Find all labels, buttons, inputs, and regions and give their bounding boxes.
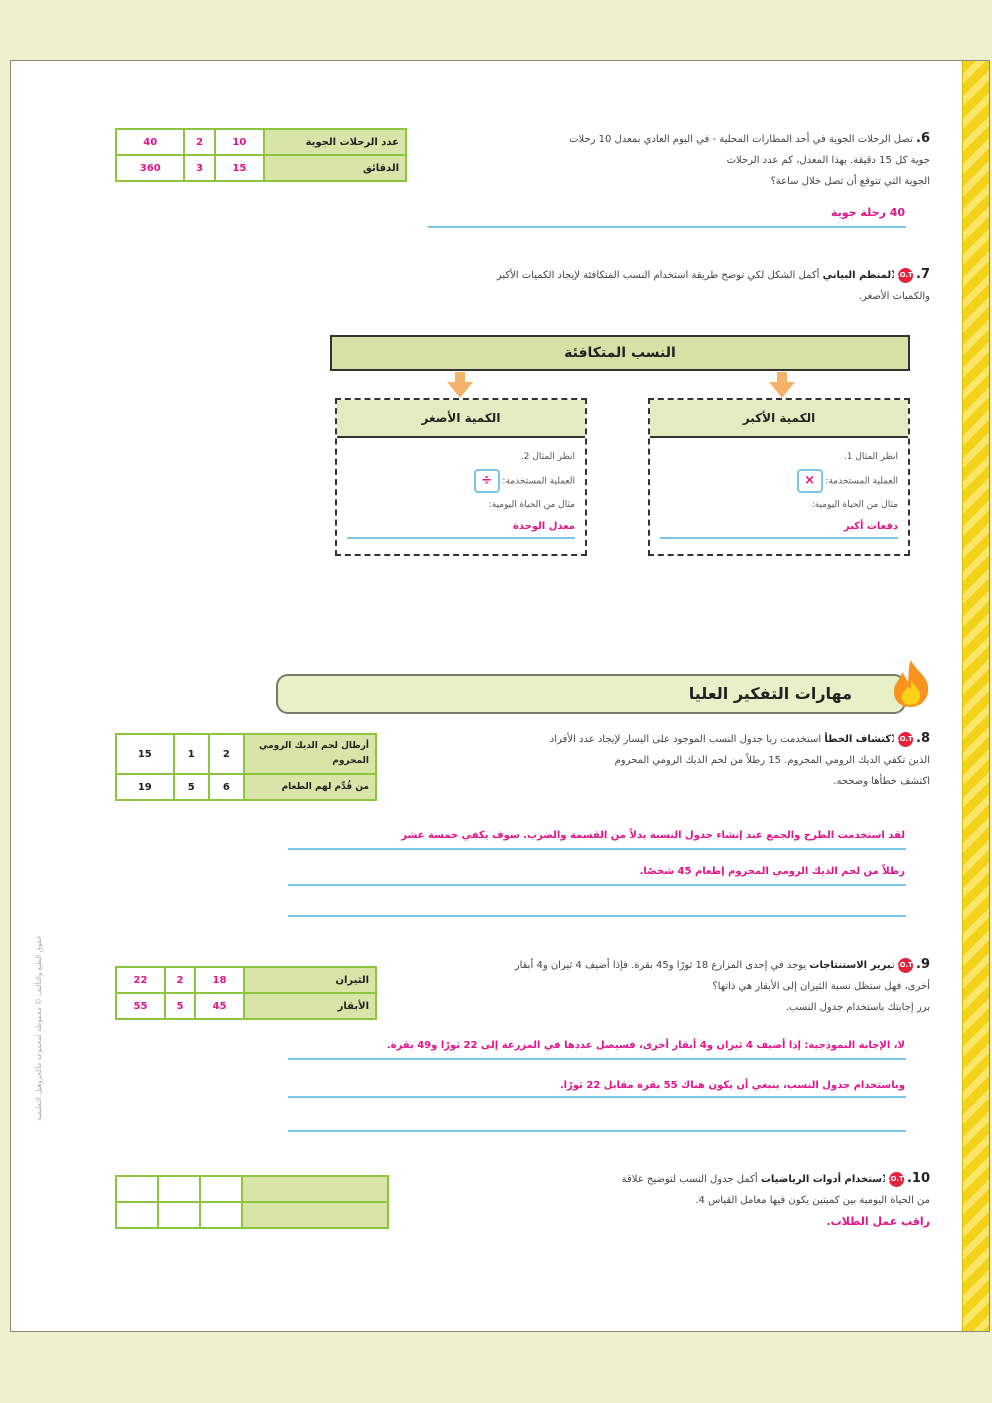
q9-ratio-table [115,966,377,1020]
arrow-right-stem [777,372,787,382]
q6-answer: 40 رحلة جوية [830,206,905,219]
q6-ratio-table [115,128,407,182]
empty-cell[interactable] [116,1176,158,1202]
table-label: أرطال لحم الديك الرومي المحروم [244,734,376,774]
q7-keyword: المنظم البياني [822,270,895,281]
table-cell: 6 [209,774,244,800]
yellow-edge-stripe [962,61,989,1331]
empty-cell[interactable] [242,1176,388,1202]
table-cell: 1 [174,734,209,774]
larger-quantity-box [648,398,910,556]
q6-line1: تصل الرحلات الجوية في أحد المطارات المحلية - في اليوم العادي بمعدل 10 رحلات [569,134,913,145]
table-cell: 40 [116,129,184,155]
box-title: الكمية الأكبر [650,400,908,438]
table-cell: 2 [209,734,244,774]
q8-answer2: رطلاً من لحم الديك الرومي المحروم إطعام 45 شخصًا. [639,866,905,877]
q10-line2: من الحياة اليومية بين كميتين يكون فيها معامل القياس 4. [695,1195,930,1206]
q10-ratio-table [115,1175,389,1229]
q8-line2: الذين تكفي الديك الرومي المحروم. 15 رطلاً من لحم الديك الرومي المحروم [614,755,930,766]
arrow-left-stem [455,372,465,382]
q10-answer: راقب عمل الطلاب. [826,1215,930,1228]
table-cell: 22 [116,967,165,993]
q9-line3: برر إجابتك باستخدام جدول النسب. [785,1002,930,1013]
q9-line2: أخرى، فهل ستظل نسبة الثيران إلى الأبقار هي ذاتها؟ [712,981,930,992]
table-cell: 5 [174,774,209,800]
q7-number: 7. [916,267,930,282]
q9-text [390,954,930,1018]
copyright-note: حقوق الطبع والتأليف © محفوظة لمجموعة ماكجروهيل التعليمية [35,935,43,1121]
empty-cell[interactable] [200,1176,242,1202]
hot-badge: H.O.T [898,268,913,283]
flame-icon [888,658,934,708]
box-operation-label: العملية المستخدمة: [825,476,898,487]
q8-text [395,728,930,792]
empty-cell[interactable] [158,1202,200,1228]
q7-text [290,264,930,307]
table-label: الثيران [244,967,376,993]
answer-line [288,915,906,917]
q9-answer2: وباستخدام جدول النسب، ينبغي أن يكون هناك 55 بقرة مقابل 22 ثورًا. [559,1080,905,1091]
q6-number: 6. [916,131,930,146]
table-cell: 2 [184,129,214,155]
q8-ratio-table [115,733,377,801]
answer-line [288,1096,906,1098]
q10-text [430,1168,930,1232]
table-label: عدد الرحلات الجوية [264,129,406,155]
answer-line [288,1130,906,1132]
equivalent-ratios-banner: النسب المتكافئة [330,335,910,371]
box-answer: معدل الوحدة [347,517,575,539]
q10-keyword: استخدام أدوات الرياضيات [760,1174,886,1185]
hot-badge: H.O.T [898,958,913,973]
table-cell: 360 [116,155,184,181]
table-cell: 2 [165,967,195,993]
q6-line3: الجوية التي تتوقع أن تصل خلال ساعة؟ [770,176,930,187]
box-life-label: مثال من الحياة اليومية: [488,499,575,510]
box-life-label: مثال من الحياة اليومية: [811,499,898,510]
box-answer: دفعات أكبر [660,517,898,539]
table-cell: 19 [116,774,174,800]
empty-cell[interactable] [116,1202,158,1228]
empty-cell[interactable] [158,1176,200,1202]
answer-line [288,884,906,886]
q10-number: 10. [906,1171,930,1186]
q8-answer1: لقد استخدمت الطرح والجمع عند إنشاء جدول النسبة بدلاً من القسمة والضرب. سوف يكفي خمسة عشر [401,830,905,841]
q8-line3: اكتشف خطأها وصححه. [833,776,930,787]
q10-line1: أكمل جدول النسب لتوضيح علاقة [621,1174,758,1185]
q8-keyword: اكتشاف الخطأ [824,734,895,745]
arrow-down-icon [769,382,795,398]
table-cell: 18 [195,967,244,993]
box-operation-label: العملية المستخدمة: [502,476,575,487]
smaller-quantity-box [335,398,587,556]
arrow-down-icon [447,382,473,398]
table-cell: 5 [165,993,195,1019]
box-title: الكمية الأصغر [337,400,585,438]
q9-keyword: تبرير الاستنتاجات [809,960,895,971]
q9-line1: يوجد في إحدى المزارع 18 ثورًا و45 بقرة. فإذا أضيف 4 ثيران و4 أبقار [514,960,807,971]
divide-icon: ÷ [474,469,500,493]
table-cell: 15 [215,155,264,181]
multiply-icon: × [797,469,823,493]
answer-line [288,1058,906,1060]
empty-cell[interactable] [200,1202,242,1228]
table-label: الدقائق [264,155,406,181]
q7-line1: أكمل الشكل لكي توضح طريقة استخدام النسب المتكافئة لإيجاد الكميات الأكبر [496,270,820,281]
q6-line2: جوية كل 15 دقيقة. بهذا المعدل، كم عدد الرحلات [726,155,930,166]
hot-badge: H.O.T [898,732,913,747]
table-cell: 10 [215,129,264,155]
table-cell: 45 [195,993,244,1019]
empty-cell[interactable] [242,1202,388,1228]
box-example: انظر المثال 2. [520,452,575,462]
table-label: من قُدِّم لهم الطعام [244,774,376,800]
q6-text [430,128,930,192]
q9-number: 9. [916,957,930,972]
answer-line [288,848,906,850]
hots-banner [276,674,906,714]
hots-title: مهارات التفكير العليا [688,684,852,703]
q8-number: 8. [916,731,930,746]
table-label: الأبقار [244,993,376,1019]
box-example: انظر المثال 1. [843,452,898,462]
hot-badge: H.O.T [889,1172,904,1187]
q8-line1: استخدمت ربا جدول النسب الموجود على اليسار لإيجاد عدد الأفراد [549,734,822,745]
q9-answer1: لا، الإجابة النموذجية: إذا أضيف 4 ثيران و4 أبقار أخرى، فسيصل عددها في المزرعة إلى 22 ثورًا و49 بقرة. [386,1040,905,1051]
table-cell: 3 [184,155,214,181]
table-cell: 15 [116,734,174,774]
q7-line2: والكميات الأصغر. [858,291,930,302]
q6-answer-line [428,226,906,228]
table-cell: 55 [116,993,165,1019]
